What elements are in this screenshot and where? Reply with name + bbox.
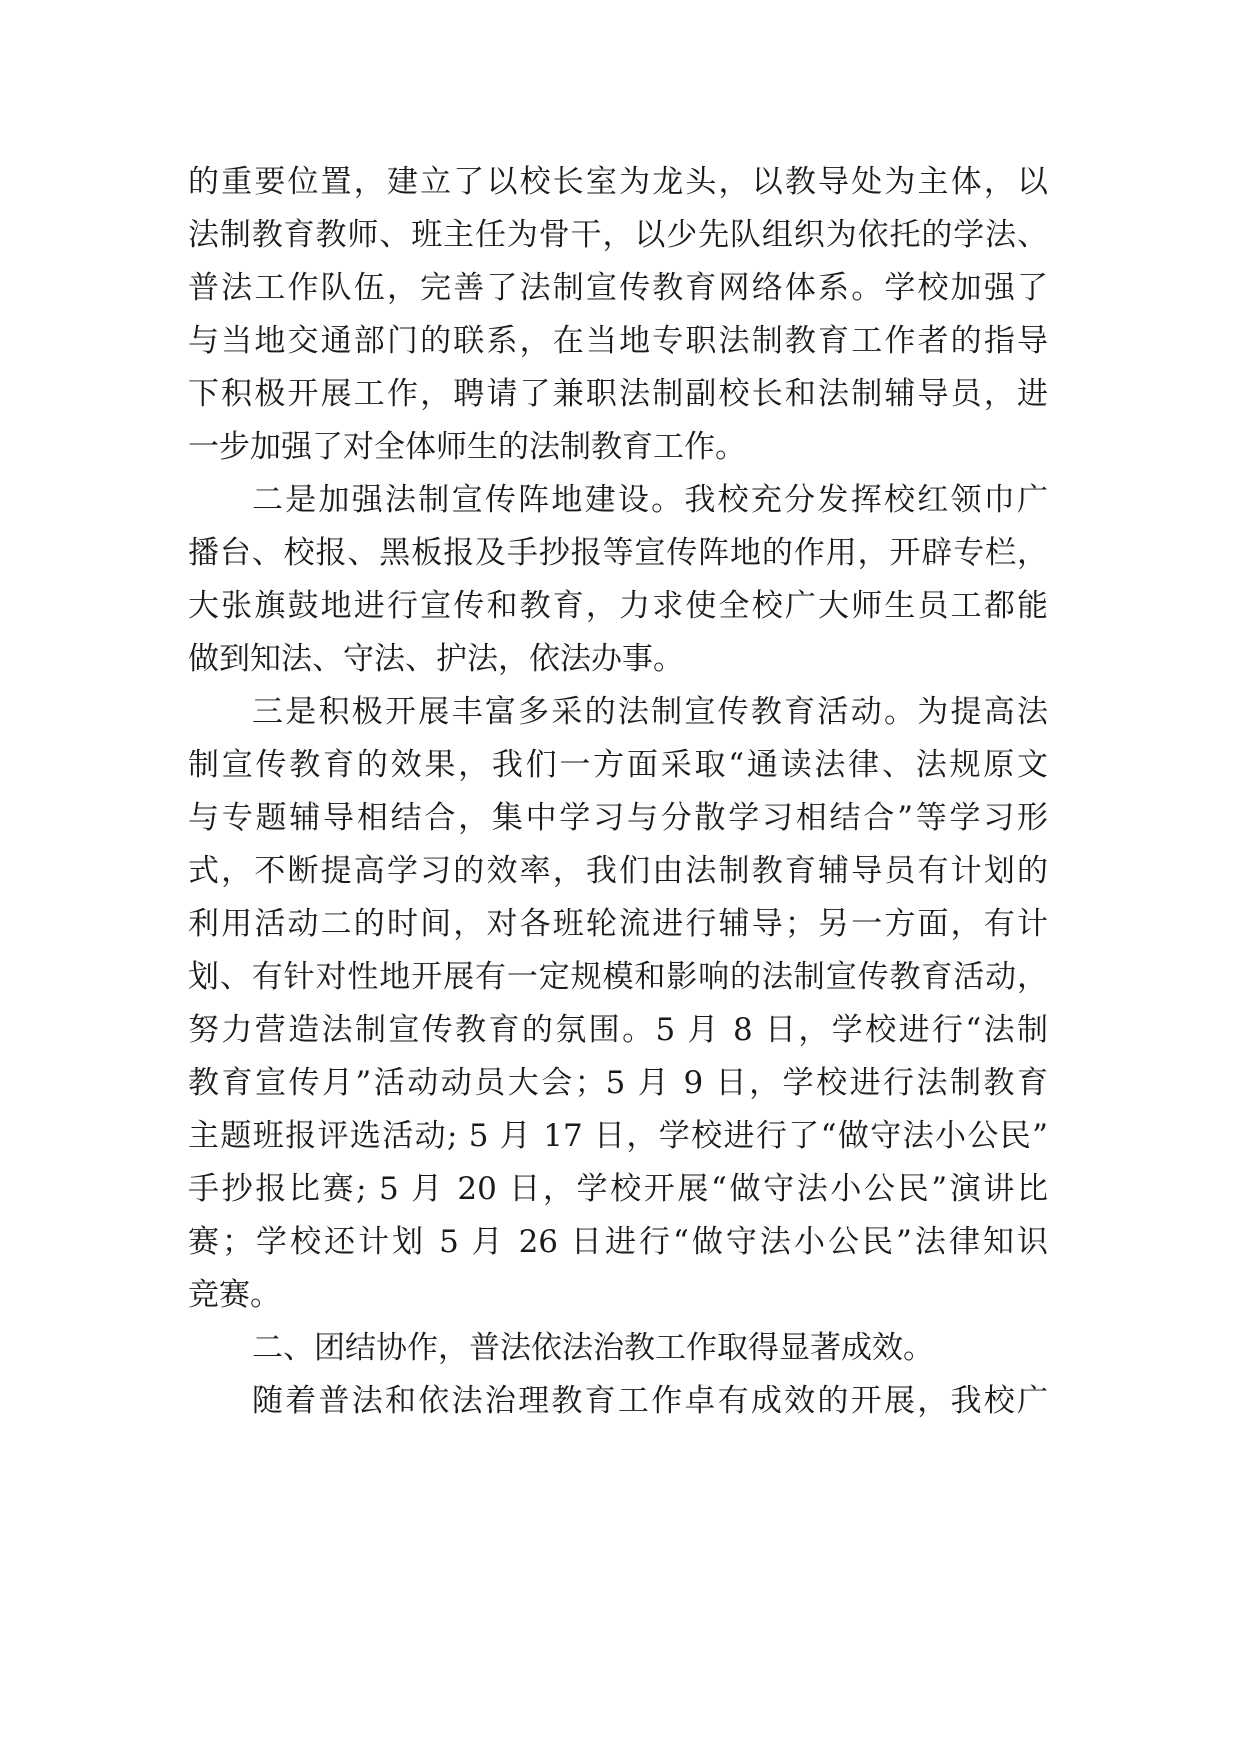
text-line: 法制教育教师、班主任为骨干，以少先队组织为依托的学法、 [188, 217, 1048, 253]
text-line: 手抄报比赛; 5 月 20 日，学校开展“做守法小公民”演讲比 [188, 1171, 1048, 1207]
text-line: 播台、校报、黑板报及手抄报等宣传阵地的作用，开辟专栏， [188, 535, 1048, 571]
text-line: 主题班报评选活动; 5 月 17 日，学校进行了“做守法小公民” [188, 1118, 1048, 1154]
section-heading: 二、团结协作，普法依法治教工作取得显著成效。 [252, 1330, 934, 1366]
text-line: 做到知法、守法、护法，依法办事。 [188, 641, 684, 677]
text-line: 二是加强法制宣传阵地建设。我校充分发挥校红领巾广 [252, 482, 1048, 518]
text-line: 大张旗鼓地进行宣传和教育，力求使全校广大师生员工都能 [188, 588, 1048, 624]
text-line: 努力营造法制宣传教育的氛围。5 月 8 日，学校进行“法制 [188, 1012, 1048, 1048]
text-line: 赛；学校还计划 5 月 26 日进行“做守法小公民”法律知识 [188, 1224, 1048, 1260]
text-line: 的重要位置，建立了以校长室为龙头，以教导处为主体，以 [188, 164, 1048, 200]
text-line: 与当地交通部门的联系，在当地专职法制教育工作者的指导 [188, 323, 1048, 359]
document-body [188, 156, 1048, 1428]
text-line: 一步加强了对全体师生的法制教育工作。 [188, 429, 746, 465]
text-line: 竞赛。 [188, 1277, 281, 1313]
text-line: 普法工作队伍，完善了法制宣传教育网络体系。学校加强了 [188, 270, 1048, 306]
text-line: 划、有针对性地开展有一定规模和影响的法制宣传教育活动， [188, 959, 1048, 995]
text-line: 式，不断提高学习的效率，我们由法制教育辅导员有计划的 [188, 853, 1048, 889]
text-line: 与专题辅导相结合，集中学习与分散学习相结合”等学习形 [188, 800, 1048, 836]
text-line: 利用活动二的时间，对各班轮流进行辅导；另一方面，有计 [188, 906, 1048, 942]
text-line: 教育宣传月”活动动员大会；5 月 9 日，学校进行法制教育 [188, 1065, 1048, 1101]
text-line: 下积极开展工作，聘请了兼职法制副校长和法制辅导员，进 [188, 376, 1048, 412]
text-line: 制宣传教育的效果，我们一方面采取“通读法律、法规原文 [188, 747, 1048, 783]
text-line: 随着普法和依法治理教育工作卓有成效的开展，我校广 [252, 1383, 1048, 1419]
text-line: 三是积极开展丰富多采的法制宣传教育活动。为提高法 [252, 694, 1048, 730]
